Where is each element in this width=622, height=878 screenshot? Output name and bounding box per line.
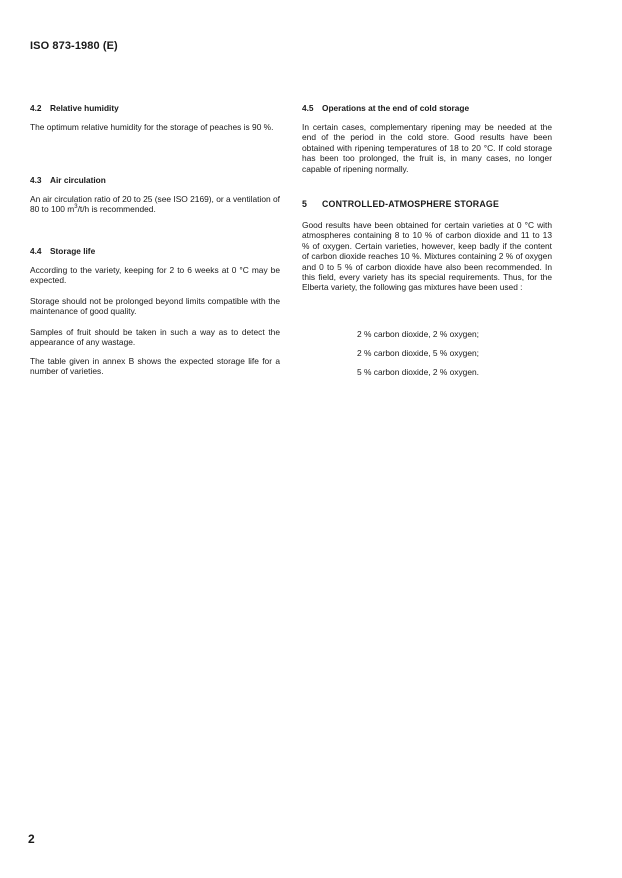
- section-4-3-text: [30, 194, 280, 215]
- gas-mixture-3: 5 % carbon dioxide, 2 % oxygen.: [357, 367, 479, 377]
- section-number: 5: [302, 199, 308, 209]
- section-4-2-text: The optimum relative humidity for the storage of peaches is 90 %.: [30, 122, 274, 132]
- section-title: Relative humidity: [50, 103, 119, 113]
- section-4-4-heading: [30, 246, 95, 256]
- section-number: 4.3: [30, 175, 42, 185]
- section-4-5-heading: [302, 103, 469, 113]
- section-4-4-paragraph-3: Samples of fruit should be taken in such a way as to detect the appearance of any wastage.: [30, 327, 280, 348]
- section-number: 4.4: [30, 246, 42, 256]
- gas-mixture-1: 2 % carbon dioxide, 2 % oxygen;: [357, 329, 479, 339]
- document-header: ISO 873-1980 (E): [30, 40, 118, 52]
- gas-mixture-2: 2 % carbon dioxide, 5 % oxygen;: [357, 348, 479, 358]
- section-number: 4.5: [302, 103, 314, 113]
- section-title: CONTROLLED-ATMOSPHERE STORAGE: [322, 199, 500, 209]
- superscript: 3: [74, 204, 78, 211]
- section-4-2-heading: [30, 103, 119, 113]
- section-title: Air circulation: [50, 175, 106, 185]
- section-number: 4.2: [30, 103, 42, 113]
- section-5-heading: [302, 199, 499, 209]
- section-4-3-heading: [30, 175, 106, 185]
- section-title: Operations at the end of cold storage: [322, 103, 470, 113]
- section-4-4-paragraph-2: Storage should not be prolonged beyond limits compatible with the maintenance of good quality.: [30, 296, 280, 317]
- section-4-5-text: In certain cases, complementary ripening may be needed at the end of the period in the cold store. Good results have been obtained with ripening temperatures of 18 to 20 °C. If cold storage has been too prolonged, the fruit is, in many cases, no longer capable of ripening normally.: [302, 122, 552, 174]
- text-part: An air circulation ratio of 20 to 25 (see ISO 2169), or a ventilation of 80 to 100 m: [30, 194, 280, 215]
- page-number: 2: [28, 832, 35, 846]
- section-4-4-paragraph-4: The table given in annex B shows the expected storage life for a number of varieties.: [30, 356, 280, 377]
- section-4-4-paragraph-1: According to the variety, keeping for 2 to 6 weeks at 0 °C may be expected.: [30, 265, 280, 286]
- text-part: /t/h is recommended.: [77, 204, 156, 215]
- section-title: Storage life: [50, 246, 96, 256]
- section-5-text: Good results have been obtained for certain varieties at 0 °C with atmospheres containing 8 to 10 % of carbon dioxide and 11 to 13 % of oxygen. Certain varieties, however, keep badly if the content of carbon dioxide reaches 10 %. Mixtures containing 2 % of oxygen and 0 to 5 % of carbon dioxide have also been recommended. In this field, every variety has its special requirements. Thus, for the Elberta variety, the following gas mixtures have been used :: [302, 220, 552, 293]
